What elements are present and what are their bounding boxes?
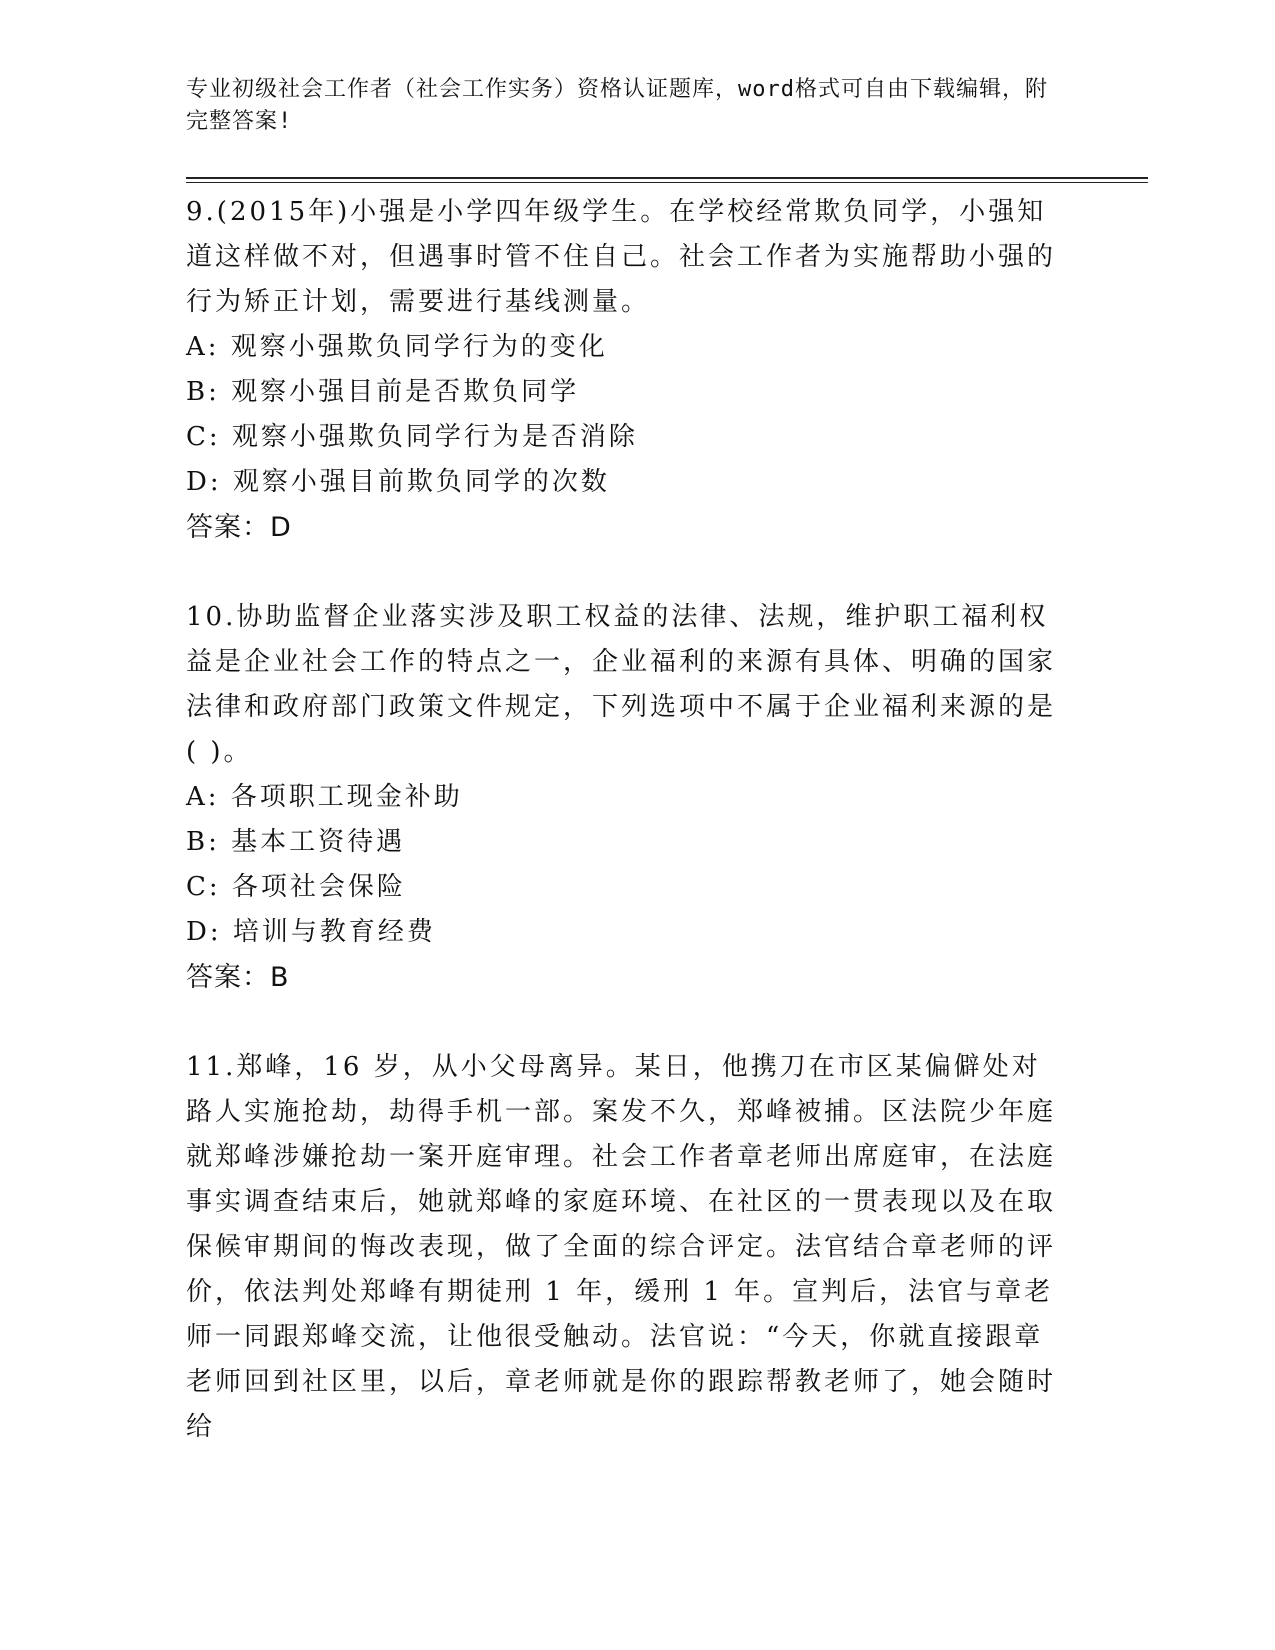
header-divider-thin [186,182,1148,183]
question-text: 11.郑峰，16 岁，从小父母离异。某日，他携刀在市区某偏僻处对路人实施抢劫，劫得手机一部。案发不久，郑峰被捕。区法院少年庭就郑峰涉嫌抢劫一案开庭审理。社会工作者章老师出席庭审，在法庭事实调查结束后，她就郑峰的家庭环境、在社区的一贯表现以及在取保候审期间的悔改表现，做了全面的综合评定。法官结合章老师的评价，依法判处郑峰有期徒刑 1 年，缓刑 1 年。宣判后，法官与章老师一同跟郑峰交流，让他很受触动。法官说：“今天，你就直接跟章老师回到社区里，以后，章老师就是你的跟踪帮教老师了，她会随时给 [186,1052,1057,1442]
option-b: B: 基本工资待遇 [186,827,406,857]
option-c: C: 观察小强欺负同学行为是否消除 [186,422,638,452]
question-text: 9.(2015年)小强是小学四年级学生。在学校经常欺负同学，小强知道这样做不对，但遇事时管不住自己。社会工作者为实施帮助小强的行为矫正计划，需要进行基线测量。 [186,197,1057,317]
option-d: D: 培训与教育经费 [186,917,436,947]
answer-label: 答案：B [186,962,290,993]
question-spacer [186,1000,1066,1045]
question-text: 10.协助监督企业落实涉及职工权益的法律、法规，维护职工福利权益是企业社会工作的特点之一，企业福利的来源有具体、明确的国家法律和政府部门政策文件规定，下列选项中不属于企业福利来源的是( )。 [186,602,1057,767]
option-b: B: 观察小强目前是否欺负同学 [186,377,580,407]
page-header-title: 专业初级社会工作者（社会工作实务）资格认证题库，word格式可自由下载编辑，附完整答案! [186,77,1048,134]
question-item-9 [186,190,1066,550]
question-spacer [186,550,1066,595]
header-divider-thick [186,177,1148,179]
question-item-11 [186,1045,1066,1450]
answer-label: 答案：D [186,512,292,543]
question-item-10 [186,595,1066,1000]
option-c: C: 各项社会保险 [186,872,406,902]
question-list [186,190,1066,1450]
option-d: D: 观察小强目前欺负同学的次数 [186,467,610,497]
option-a: A: 观察小强欺负同学行为的变化 [186,332,608,362]
option-a: A: 各项职工现金补助 [186,782,463,812]
